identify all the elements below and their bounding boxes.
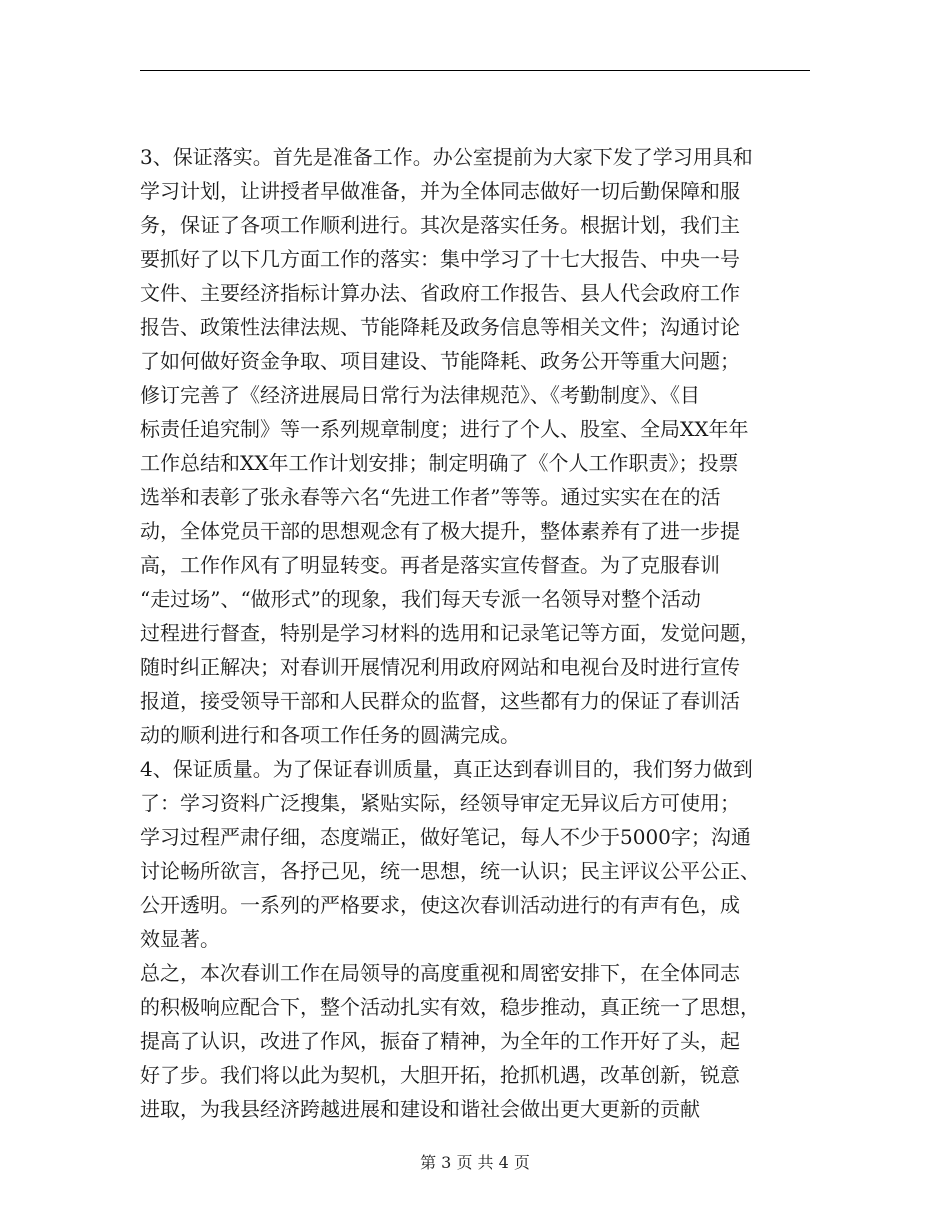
text-line: 务，保证了各项工作顺利进行。其次是落实任务。根据计划，我们主 (140, 213, 740, 237)
page-number-label: 第 3 页 共 4 页 (420, 1153, 530, 1172)
text-line: 选举和表彰了张永春等六名“先进工作者”等等。通过实实在在的活 (140, 485, 721, 509)
text-line: 过程进行督查，特别是学习材料的选用和记录笔记等方面，发觉问题， (140, 621, 760, 645)
text-line: 了如何做好资金争取、项目建设、节能降耗、政务公开等重大问题； (140, 349, 740, 373)
text-line: 文件、主要经济指标计算办法、省政府工作报告、县人代会政府工作 (140, 281, 740, 305)
text-line: 报道，接受领导干部和人民群众的监督，这些都有力的保证了春训活 (140, 689, 740, 713)
text-line: 动，全体党员干部的思想观念有了极大提升，整体素养有了进一步提 (140, 519, 740, 543)
text-line: 讨论畅所欲言，各抒己见，统一思想，统一认识；民主评议公平公正、 (140, 859, 760, 883)
text-line: 进取，为我县经济跨越进展和建设和谐社会做出更大更新的贡献 (140, 1097, 700, 1121)
text-line: “走过场”、“做形式”的现象，我们每天专派一名领导对整个活动 (140, 587, 701, 611)
body-text (140, 140, 810, 1126)
text-line: 4、保证质量。为了保证春训质量，真正达到春训目的，我们努力做到 (140, 757, 753, 781)
text-line: 要抓好了以下几方面工作的落实：集中学习了十七大报告、中央一号 (140, 247, 740, 271)
text-line: 的积极响应配合下，整个活动扎实有效，稳步推动，真正统一了思想， (140, 995, 760, 1019)
text-line: 了：学习资料广泛搜集，紧贴实际，经领导审定无异议后方可使用； (140, 791, 740, 815)
text-line: 公开透明。一系列的严格要求，使这次春训活动进行的有声有色，成 (140, 893, 740, 917)
text-line: 总之，本次春训工作在局领导的高度重视和周密安排下，在全体同志 (140, 961, 740, 985)
text-line: 效显著。 (140, 927, 220, 951)
header-rule (140, 70, 810, 71)
text-line: 提高了认识，改进了作风，振奋了精神，为全年的工作开好了头，起 (140, 1029, 740, 1053)
text-line: 修订完善了《经济进展局日常行为法律规范》、《考勤制度》、《目 (140, 383, 700, 407)
text-line: 学习过程严肃仔细，态度端正，做好笔记，每人不少于5000字；沟通 (140, 825, 751, 849)
text-line: 随时纠正解决；对春训开展情况利用政府网站和电视台及时进行宣传 (140, 655, 740, 679)
text-line: 3、保证落实。首先是准备工作。办公室提前为大家下发了学习用具和 (140, 145, 753, 169)
text-line: 高，工作作风有了明显转变。再者是落实宣传督查。为了克服春训 (140, 553, 720, 577)
text-line: 动的顺利进行和各项工作任务的圆满完成。 (140, 723, 520, 747)
page-footer (0, 1152, 950, 1174)
text-line: 好了步。我们将以此为契机，大胆开拓，抢抓机遇，改革创新，锐意 (140, 1063, 740, 1087)
text-line: 工作总结和XX年工作计划安排；制定明确了《个人工作职责》；投票 (140, 451, 739, 475)
text-line: 学习计划，让讲授者早做准备，并为全体同志做好一切后勤保障和服 (140, 179, 740, 203)
text-line: 报告、政策性法律法规、节能降耗及政务信息等相关文件；沟通讨论 (140, 315, 740, 339)
text-line: 标责任追究制》等一系列规章制度；进行了个人、股室、全局XX年年 (140, 417, 749, 441)
